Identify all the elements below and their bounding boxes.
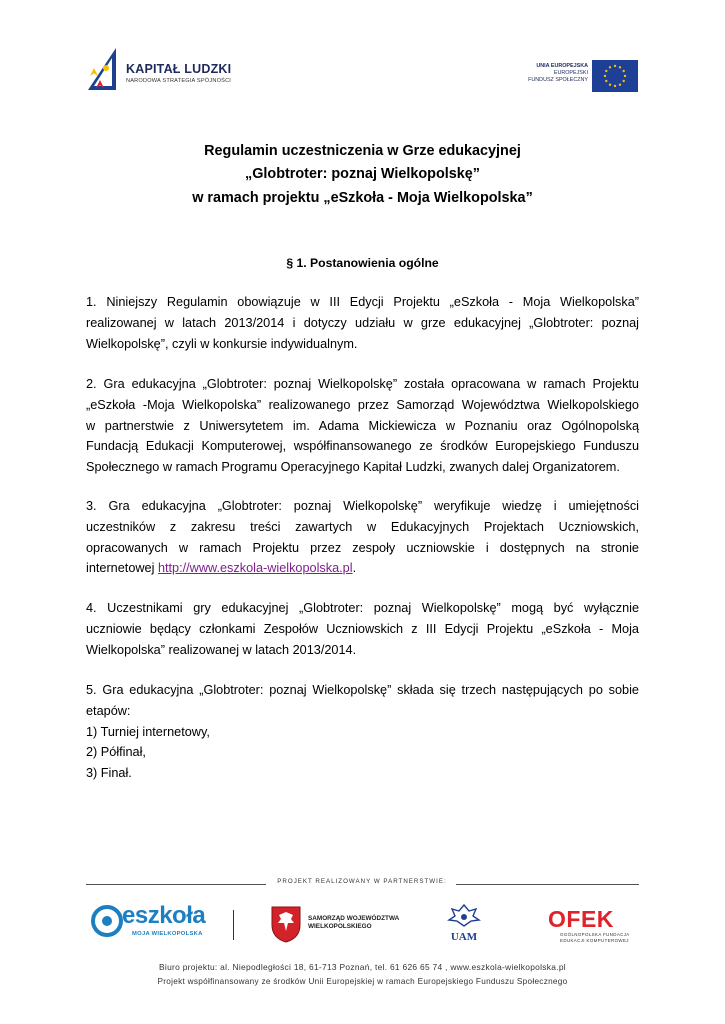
document-title-line-1: Regulamin uczestniczenia w Grze edukacyjnej	[204, 143, 521, 159]
link-suffix-text: .	[352, 561, 357, 576]
eu-line-3: FUNDUSZ SPOŁECZNY	[528, 77, 588, 83]
footer-logo-divider	[233, 910, 234, 940]
svg-text:UAM: UAM	[450, 931, 478, 943]
samorzad-logo	[270, 905, 400, 945]
paragraph-line: 3. Gra edukacyjna „Globtroter: poznaj Wielkopolskę” weryfikuje wiedzę i umiejętności	[86, 499, 639, 513]
kapital-ludzki-subtitle: NARODOWA STRATEGIA SPÓJNOŚCI	[126, 78, 232, 84]
coat-of-arms-icon	[270, 905, 302, 943]
eu-text	[528, 63, 588, 84]
paragraph-line: opracowanych w ramach Projektu przez zespoły uczniowskie i dostępnych na stronie	[86, 540, 639, 555]
uam-logo-icon	[445, 902, 483, 946]
paragraph-5	[86, 680, 639, 784]
website-link[interactable]: http://www.eszkola-wielkopolska.pl	[157, 561, 353, 576]
eu-line-1: UNIA EUROPEJSKA	[536, 63, 588, 69]
paragraph-line: realizowanej w latach 2013/2014 i dotyczy udziału w grze edukacyjnej „Globtroter: poznaj	[86, 315, 639, 330]
footer-divider-left	[86, 884, 266, 885]
eu-flag-icon	[592, 60, 638, 92]
eszkola-logo	[90, 902, 210, 942]
paragraph-line: 4. Uczestnikami gry edukacyjnej „Globtroter: poznaj Wielkopolskę” mogą być wyłącznie	[86, 601, 639, 615]
paragraph-line: uczestników z zakresu treści zawartych w Edukacyjnych Projektach Uczniowskich,	[86, 519, 639, 534]
list-item: 3) Finał.	[86, 766, 132, 781]
paragraph-line: 5. Gra edukacyjna „Globtroter: poznaj Wielkopolskę” składa się trzech następujących po sobie	[86, 683, 639, 697]
eszkola-wordmark: eszkoła	[122, 902, 206, 929]
ofek-wordmark: OFEK	[548, 906, 614, 932]
samorzad-line-1: SAMORZĄD WOJEWÓDZTWA	[308, 915, 400, 922]
paragraph-line	[86, 558, 639, 579]
ofek-subtitle	[560, 932, 630, 943]
paragraph-1	[86, 292, 639, 354]
paragraph-line: etapów:	[86, 703, 131, 718]
ofek-logo	[548, 908, 634, 944]
document-title-line-3: w ramach projektu „eSzkoła - Moja Wielkopolska”	[192, 190, 533, 206]
link-prefix-text: internetowej	[86, 561, 158, 576]
paragraph-line: Fundacją Edukacji Komputerowej, współfinansowanego ze środków Europejskiego Funduszu	[86, 439, 639, 454]
paragraph-2	[86, 374, 639, 478]
footer-funding: Projekt współfinansowany ze środków Unii Europejskiej w ramach Europejskiego Funduszu Społecznego	[157, 977, 568, 986]
list-item: 2) Półfinał,	[86, 745, 146, 760]
paragraph-line: 2. Gra edukacyjna „Globtroter: poznaj Wielkopolskę” została opracowana w ramach Projektu	[86, 377, 639, 391]
eu-line-2: EUROPEJSKI	[553, 70, 588, 76]
paragraph-line: w partnerstwie z Uniwersytetem im. Adama Mickiewicza w Poznaniu oraz Ogólnopolską	[86, 418, 639, 433]
section-heading: § 1. Postanowienia ogólne	[286, 256, 439, 270]
paragraph-3	[86, 496, 639, 579]
list-item: 1) Turniej internetowy,	[86, 724, 210, 739]
footer-caption: PROJEKT REALIZOWANY W PARTNERSTWIE:	[277, 878, 447, 885]
kapital-ludzki-logo	[82, 46, 252, 96]
eu-logo	[520, 60, 640, 94]
footer-address: Biuro projektu: al. Niepodległości 18, 61-713 Poznań, tel. 61 626 65 74 , www.eszkola-wielkopolska.pl	[159, 962, 566, 972]
ofek-sub-line-2: EDUKACJI KOMPUTEROWEJ	[560, 937, 629, 943]
samorzad-line-2: WIELKOPOLSKIEGO	[308, 923, 372, 930]
kapital-ludzki-title: KAPITAŁ LUDZKI	[126, 62, 232, 76]
paragraph-line: uczniowie będący członkami Zespołów Uczniowskich z III Edycji Projektu „eSzkoła - Moja	[86, 621, 639, 636]
samorzad-text	[308, 915, 399, 931]
paragraph-line: Wielkopolskę”, czyli w konkursie indywidualnym.	[86, 336, 358, 351]
paragraph-4	[86, 598, 639, 660]
eszkola-subtitle: MOJA WIELKOPOLSKA	[132, 931, 203, 937]
footer-divider-right	[456, 884, 639, 885]
paragraph-line: „eSzkoła -Moja Wielkopolska” realizowanego przez Samorząd Województwa Wielkopolskiego	[86, 397, 639, 412]
document-title-line-2: „Globtroter: poznaj Wielkopolskę”	[245, 166, 480, 182]
ofek-sub-line-1: OGÓLNOPOLSKA FUNDACJA	[560, 932, 630, 937]
kapital-ludzki-emblem-icon	[82, 46, 120, 94]
paragraph-line: Społecznego w ramach Programu Operacyjnego Kapitał Ludzki, zwanych dalej Organizatorem.	[86, 460, 620, 475]
paragraph-line: 1. Niniejszy Regulamin obowiązuje w III Edycji Projektu „eSzkoła - Moja Wielkopolska”	[86, 295, 639, 309]
paragraph-line: Wielkopolska” realizowanej w latach 2013/2014.	[86, 642, 357, 657]
eszkola-swirl-icon	[90, 904, 124, 938]
